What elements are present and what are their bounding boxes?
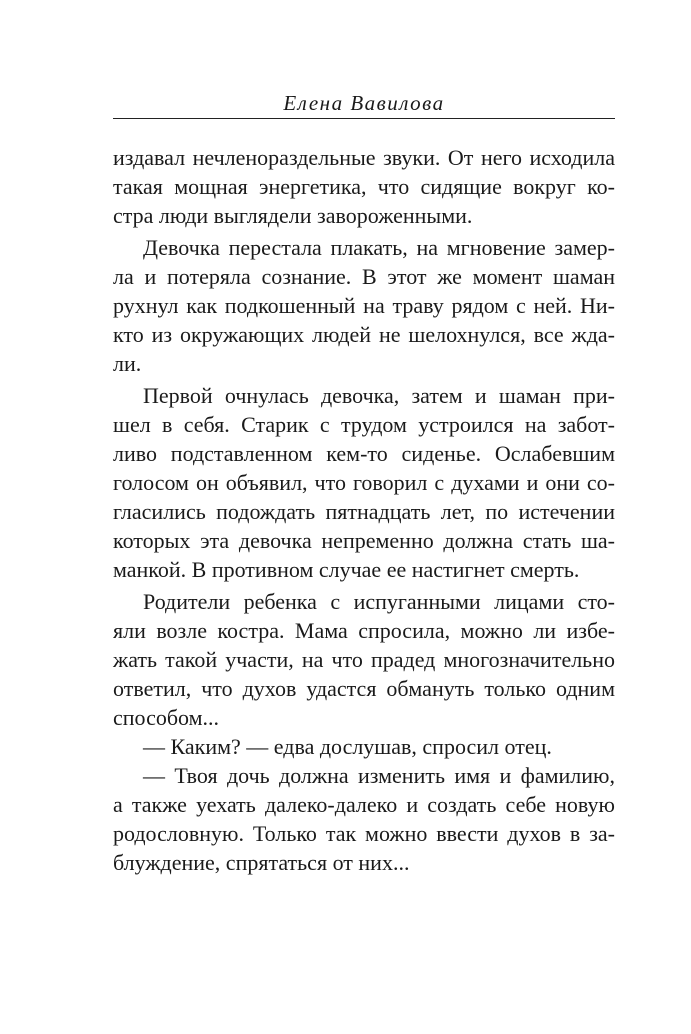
dialogue-line: — Твоя дочь должна изменить имя и фамилию, bbox=[143, 763, 615, 788]
text-line: способом... bbox=[113, 705, 220, 730]
text-line: ли. bbox=[113, 351, 142, 376]
text-line: яли возле костра. Мама спросила, можно ли избе- bbox=[113, 618, 615, 643]
text-line: рухнул как подкошенный на траву рядом с ней. Ни- bbox=[113, 293, 615, 318]
text-line: а также уехать далеко-далеко и создать себе новую bbox=[113, 792, 615, 817]
running-head-author: Елена Вавилова bbox=[283, 91, 445, 115]
text-line: манкой. В противном случае ее настигнет смерть. bbox=[113, 557, 580, 582]
text-line: стра люди выглядели завороженными. bbox=[113, 203, 473, 228]
header-rule bbox=[113, 118, 615, 119]
dialogue-line: — Каким? — едва дослушав, спросил отец. bbox=[143, 734, 552, 759]
text-line: которых эта девочка непременно должна стать ша- bbox=[113, 528, 615, 553]
text-line: такая мощная энергетика, что сидящие вокруг ко- bbox=[113, 174, 615, 199]
text-line: Девочка перестала плакать, на мгновение замер- bbox=[143, 235, 615, 260]
text-line: голосом он объявил, что говорил с духами и они со- bbox=[113, 470, 615, 495]
text-line: жать такой участи, на что прадед многозначительно bbox=[113, 647, 615, 672]
text-line: блуждение, спрятаться от них... bbox=[113, 850, 410, 875]
text-line: ливо подставленном кем-то сиденье. Ослабевшим bbox=[113, 441, 615, 466]
text-line: родословную. Только так можно ввести духов в за- bbox=[113, 821, 615, 846]
text-line: ла и потеряла сознание. В этот же момент шаман bbox=[113, 264, 615, 289]
text-line: издавал нечленораздельные звуки. От него исходила bbox=[113, 145, 615, 170]
text-line: Родители ребенка с испуганными лицами сто- bbox=[143, 589, 615, 614]
text-line: шел в себя. Старик с трудом устроился на забот- bbox=[113, 412, 615, 437]
text-line: ответил, что духов удастся обмануть только одним bbox=[113, 676, 615, 701]
text-line: Первой очнулась девочка, затем и шаман при- bbox=[143, 383, 615, 408]
text-line: гласились подождать пятнадцать лет, по истечении bbox=[113, 499, 615, 524]
page-body bbox=[113, 143, 615, 877]
text-line: кто из окружающих людей не шелохнулся, все жда- bbox=[113, 322, 615, 347]
